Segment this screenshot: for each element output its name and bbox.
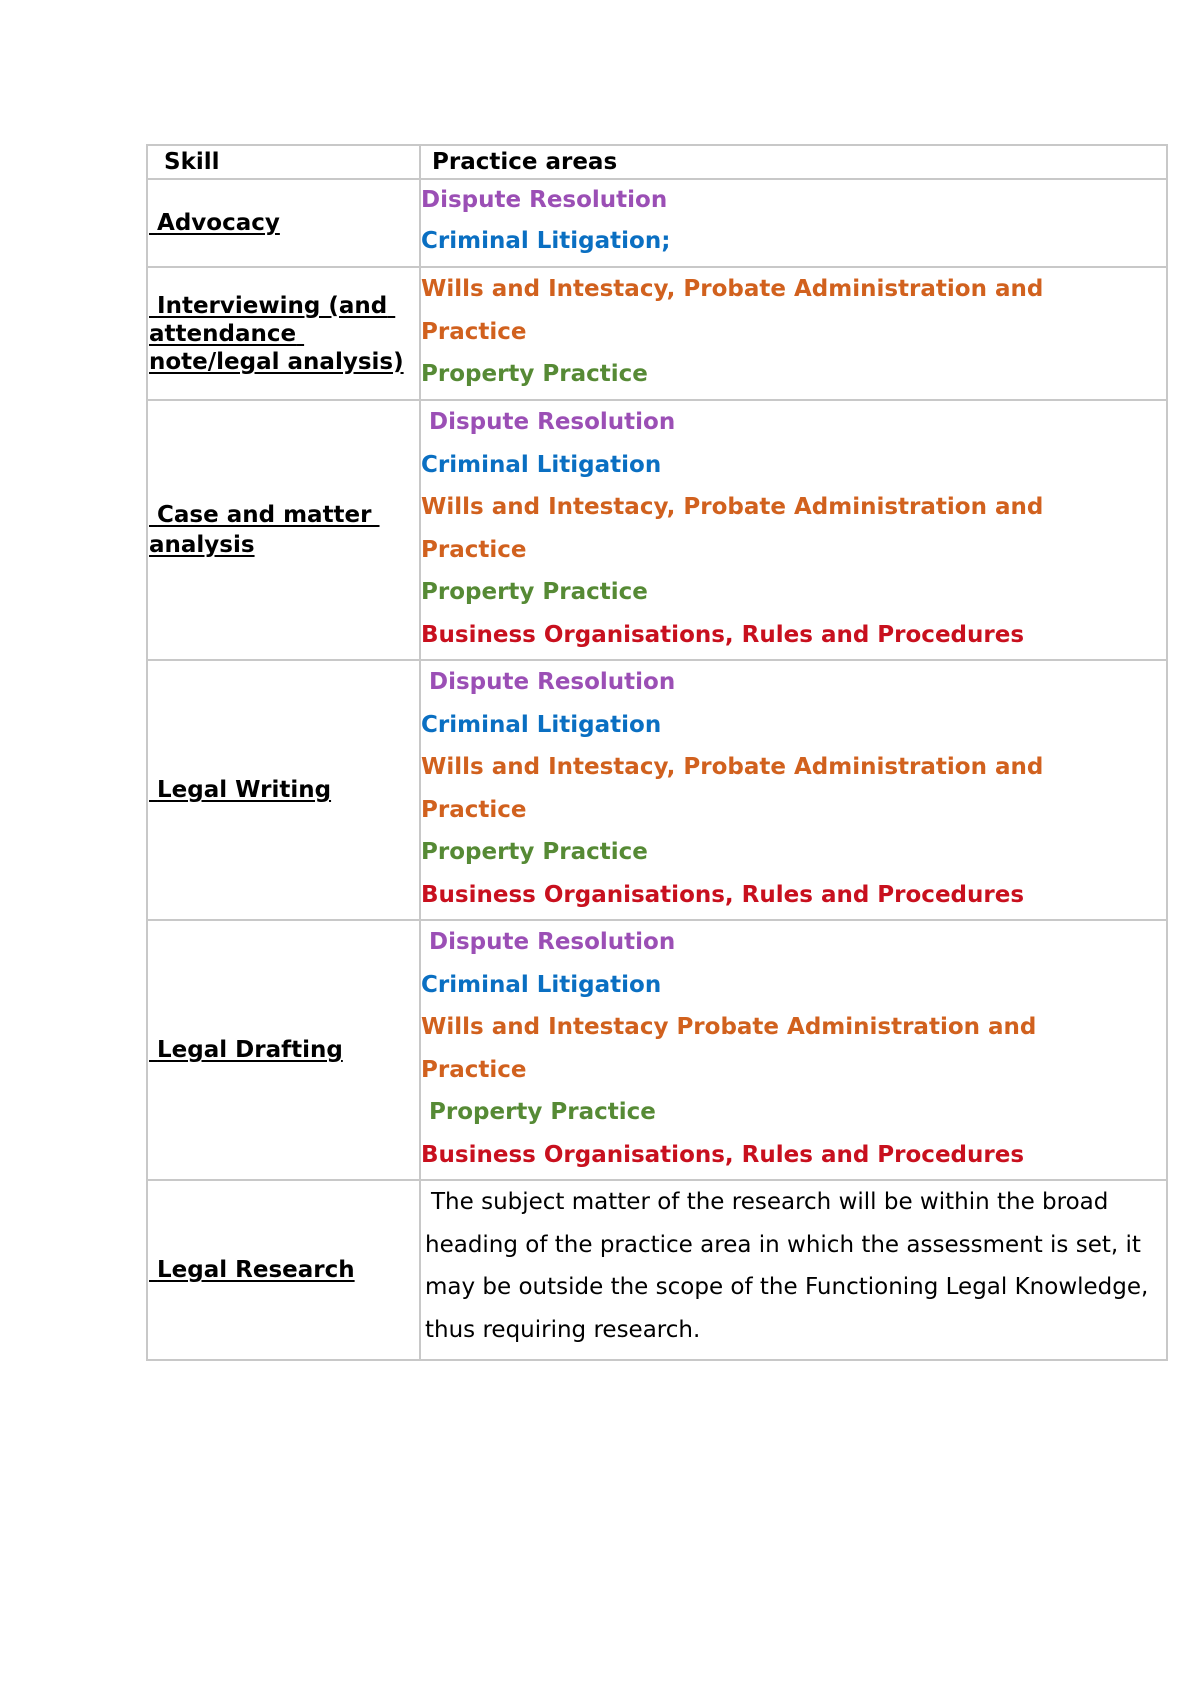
table-row: [147, 179, 1167, 267]
table-row: [147, 1180, 1167, 1360]
practice-area: Criminal Litigation: [421, 971, 662, 998]
skill-name: Legal Research: [149, 1257, 355, 1283]
practice-area: Wills and Intestacy Probate Administration and: [421, 1014, 1037, 1040]
table-header-row: [147, 145, 1167, 179]
areas-cell: [420, 267, 1167, 400]
practice-area: Practice: [421, 318, 527, 345]
practice-area: Criminal Litigation: [421, 711, 662, 738]
areas-cell: [420, 179, 1167, 267]
skill-name: Legal Drafting: [149, 1037, 343, 1063]
skills-table: [146, 144, 1168, 1361]
practice-area: Business Organisations, Rules and Procedures: [421, 881, 1025, 908]
table-row: [147, 920, 1167, 1180]
header-practice-areas: Practice areas: [432, 149, 618, 175]
table-row: [147, 267, 1167, 400]
skill-cell: [147, 920, 420, 1180]
practice-area: Property Practice: [421, 839, 648, 865]
skill-name: Advocacy: [149, 210, 280, 236]
practice-area: Business Organisations, Rules and Procedures: [421, 621, 1025, 648]
practice-area: Business Organisations, Rules and Procedures: [421, 1141, 1025, 1168]
practice-area: Criminal Litigation;: [421, 228, 671, 254]
skill-cell: [147, 660, 420, 920]
practice-area: Property Practice: [421, 361, 648, 387]
practice-area: Dispute Resolution: [429, 669, 676, 695]
practice-area: Property Practice: [429, 1099, 656, 1125]
practice-area: Practice: [421, 1056, 527, 1083]
practice-area: Wills and Intestacy, Probate Administration and: [421, 494, 1044, 520]
research-description: The subject matter of the research will be within the broad heading of the practice area in which the assessment is set, it may be outside the scope of the Functioning Legal Knowledge, thus requiring research.: [425, 1189, 1149, 1343]
table-row: [147, 660, 1167, 920]
practice-area: Practice: [421, 536, 527, 563]
practice-area: Criminal Litigation: [421, 451, 662, 478]
areas-cell: [420, 920, 1167, 1180]
practice-area: Dispute Resolution: [429, 929, 676, 955]
practice-area: Wills and Intestacy, Probate Administration and: [421, 754, 1044, 780]
areas-cell: [420, 400, 1167, 660]
skill-cell: [147, 267, 420, 400]
skill-cell: [147, 1180, 420, 1360]
header-areas-cell: [420, 145, 1167, 179]
table-row: [147, 400, 1167, 660]
skill-cell: [147, 400, 420, 660]
practice-area: Practice: [421, 796, 527, 823]
areas-cell: [420, 660, 1167, 920]
practice-area: Dispute Resolution: [421, 187, 668, 213]
header-skill-cell: [147, 145, 420, 179]
skill-name: Case and matter analysis: [149, 502, 380, 558]
skill-name: Legal Writing: [149, 777, 332, 803]
practice-area: Wills and Intestacy, Probate Administration and: [421, 276, 1044, 302]
header-skill: Skill: [164, 149, 220, 175]
skill-cell: [147, 179, 420, 267]
practice-area: Property Practice: [421, 579, 648, 605]
skill-name: Interviewing (and attendance note/legal analysis): [149, 292, 404, 375]
practice-area: Dispute Resolution: [429, 409, 676, 435]
research-description-cell: [420, 1180, 1167, 1360]
